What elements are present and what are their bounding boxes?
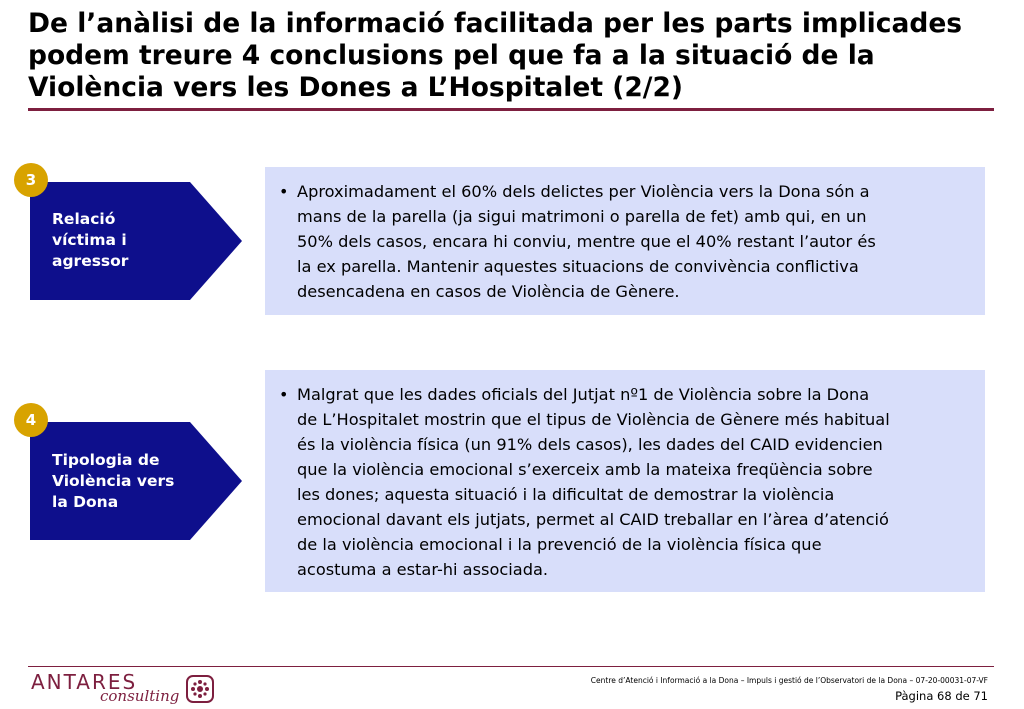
section-4-label-line: Violència vers xyxy=(52,472,175,490)
footer-divider xyxy=(28,666,994,667)
text-line: 50% dels casos, encara hi conviu, mentre que el 40% restant l’autor és xyxy=(297,232,876,251)
text-line: emocional davant els jutjats, permet al CAID treballar en l’àrea d’atenció xyxy=(297,510,889,529)
section-3-number-badge: 3 xyxy=(14,163,48,197)
text-line: de la violència emocional i la prevenció de la violència física que xyxy=(297,535,822,554)
text-line: la ex parella. Mantenir aquestes situacions de convivència conflictiva xyxy=(297,257,859,276)
text-line: de L’Hospitalet mostrin que el tipus de Violència de Gènere més habitual xyxy=(297,410,890,429)
section-3-label-line: agressor xyxy=(52,252,129,270)
text-line: acostuma a estar-hi associada. xyxy=(297,560,549,579)
section-4-label xyxy=(52,450,174,513)
section-4-bullet: • xyxy=(279,385,289,404)
text-line: és la violència física (un 91% dels casos), les dades del CAID evidencien xyxy=(297,435,883,454)
section-3-label-line: víctima i xyxy=(52,231,127,249)
text-line: Aproximadament el 60% dels delictes per Violència vers la Dona són a xyxy=(297,182,870,201)
text-line: desencadena en casos de Violència de Gènere. xyxy=(297,282,680,301)
section-4-label-line: la Dona xyxy=(52,493,119,511)
text-line: Malgrat que les dades oficials del Jutjat nº1 de Violència sobre la Dona xyxy=(297,385,870,404)
section-3-text xyxy=(297,179,977,304)
logo-emblem-icon xyxy=(186,675,214,703)
page-number: Pàgina 68 de 71 xyxy=(895,689,988,703)
section-4-number-badge: 4 xyxy=(14,403,48,437)
text-line: mans de la parella (ja sigui matrimoni o parella de fet) amb qui, en un xyxy=(297,207,867,226)
logo-subtitle: consulting xyxy=(100,687,180,705)
text-line: que la violència emocional s’exerceix amb la mateixa freqüència sobre xyxy=(297,460,873,479)
section-3-label xyxy=(52,209,128,272)
section-3-label-line: Relació xyxy=(52,210,116,228)
footer-description: Centre d’Atenció i Informació a la Dona – Impuls i gestió de l’Observatori de la Dona – 07-20-00031-07-VF xyxy=(590,676,988,685)
logo-wordmark: ANTARES xyxy=(31,670,138,694)
page-title: De l’anàlisi de la informació facilitada per les parts implicades podem treure 4 conclusions pel que fa a la situació de la Violència vers les Dones a L’Hospitalet (2/2) xyxy=(28,8,963,103)
section-3-bullet: • xyxy=(279,182,289,201)
section-4-text xyxy=(297,382,977,582)
section-4-label-line: Tipologia de xyxy=(52,451,160,469)
text-line: les dones; aquesta situació i la dificultat de demostrar la violència xyxy=(297,485,835,504)
title-divider xyxy=(28,108,994,111)
